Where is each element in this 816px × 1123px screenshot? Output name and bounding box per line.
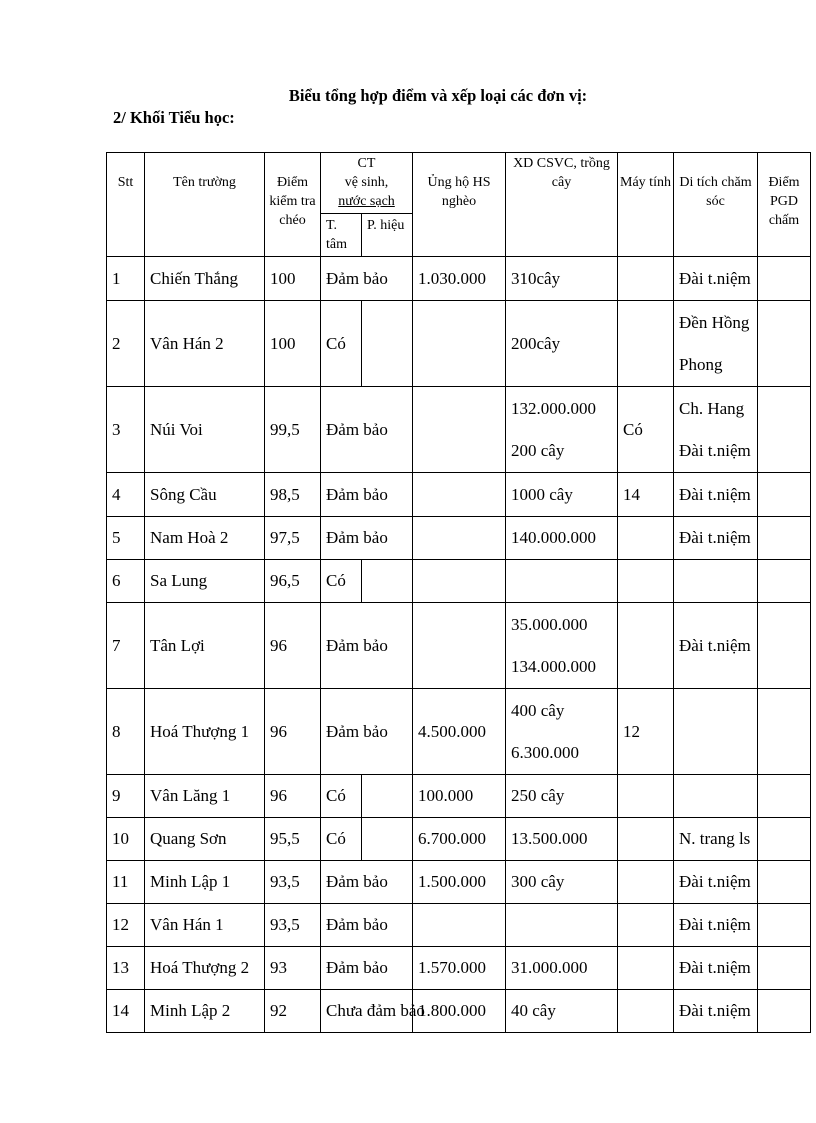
cell-school-name: Minh Lập 1 xyxy=(145,861,265,904)
cell-pgd-score xyxy=(758,257,811,301)
cell-stt: 1 xyxy=(107,257,145,301)
cell-pgd-score xyxy=(758,904,811,947)
cell-facilities-trees xyxy=(506,517,618,560)
cell-school-name: Vân Hán 1 xyxy=(145,904,265,947)
cell-relic-care xyxy=(674,689,758,775)
cell-stt: 2 xyxy=(107,301,145,387)
cell-pgd-score xyxy=(758,387,811,473)
cell-computers: Có xyxy=(618,387,674,473)
cell-relic-care-line: Đài t.niệm xyxy=(679,268,751,288)
cell-relic-care-line: Đền Hồng xyxy=(679,312,750,332)
cell-computers xyxy=(618,904,674,947)
cell-facilities-trees-line: 200 cây xyxy=(511,440,565,460)
cell-sanitation: Đảm bảo xyxy=(321,257,413,301)
cell-relic-care-line: Đài t.niệm xyxy=(679,958,751,977)
cell-poor-student-support: 100.000 xyxy=(413,775,506,818)
cell-school-name: Minh Lập 2 xyxy=(145,990,265,1033)
cell-pgd-score xyxy=(758,517,811,560)
table-row xyxy=(107,689,811,775)
cell-facilities-trees-line: 31.000.000 xyxy=(511,958,588,977)
cell-computers xyxy=(618,818,674,861)
cell-relic-care-line: Đài t.niệm xyxy=(679,484,751,504)
header-principal: P. hiệu xyxy=(362,214,413,257)
cell-facilities-trees-line: 134.000.000 xyxy=(511,656,596,676)
cell-stt: 14 xyxy=(107,990,145,1033)
cell-computers xyxy=(618,301,674,387)
header-sanitation-line3: nước sạch xyxy=(338,194,395,209)
cell-relic-care xyxy=(674,818,758,861)
cell-cross-check-score: 96 xyxy=(265,603,321,689)
cell-sanitation-principal xyxy=(362,560,413,603)
cell-sanitation-center: Có xyxy=(321,560,362,603)
cell-school-name: Chiến Thắng xyxy=(145,257,265,301)
cell-cross-check-score: 99,5 xyxy=(265,387,321,473)
cell-poor-student-support xyxy=(413,517,506,560)
cell-facilities-trees-line: 132.000.000 xyxy=(511,398,596,418)
table-row xyxy=(107,560,811,603)
cell-pgd-score xyxy=(758,818,811,861)
cell-sanitation: Đảm bảo xyxy=(321,473,413,517)
cell-cross-check-score: 93,5 xyxy=(265,904,321,947)
cell-relic-care xyxy=(674,861,758,904)
table-row xyxy=(107,257,811,301)
cell-school-name: Hoá Thượng 2 xyxy=(145,947,265,990)
cell-pgd-score xyxy=(758,301,811,387)
cell-computers xyxy=(618,560,674,603)
cell-relic-care-line: Đài t.niệm xyxy=(679,635,751,655)
cell-facilities-trees-line: 200cây xyxy=(511,333,561,353)
cell-relic-care-line: Đài t.niệm xyxy=(679,872,751,891)
cell-computers xyxy=(618,603,674,689)
cell-school-name: Sa Lung xyxy=(145,560,265,603)
header-center: T. tâm xyxy=(321,214,362,257)
cell-stt: 4 xyxy=(107,473,145,517)
cell-stt: 8 xyxy=(107,689,145,775)
cell-pgd-score xyxy=(758,689,811,775)
cell-relic-care-line: Đài t.niệm xyxy=(679,1001,751,1020)
header-school-name: Tên trường xyxy=(145,153,265,257)
header-poor-student-support: Ủng hộ HS nghèo xyxy=(413,153,506,257)
cell-pgd-score xyxy=(758,560,811,603)
cell-sanitation-principal xyxy=(362,301,413,387)
cell-relic-care-line: N. trang ls xyxy=(679,829,751,848)
cell-cross-check-score: 96 xyxy=(265,775,321,818)
cell-facilities-trees-line: 6.300.000 xyxy=(511,742,579,762)
cell-facilities-trees xyxy=(506,775,618,818)
cell-cross-check-score: 92 xyxy=(265,990,321,1033)
header-facilities-trees: XD CSVC, trồng cây xyxy=(506,153,618,257)
cell-poor-student-support xyxy=(413,560,506,603)
table-row xyxy=(107,387,811,473)
cell-facilities-trees-line: 1000 cây xyxy=(511,484,573,504)
cell-facilities-trees xyxy=(506,473,618,517)
cell-sanitation: Đảm bảo xyxy=(321,689,413,775)
cell-facilities-trees xyxy=(506,257,618,301)
cell-sanitation-center: Có xyxy=(321,301,362,387)
cell-relic-care xyxy=(674,257,758,301)
cell-pgd-score xyxy=(758,947,811,990)
cell-computers xyxy=(618,517,674,560)
cell-sanitation: Chưa đảm bảo xyxy=(321,990,413,1033)
cell-facilities-trees-line: 40 cây xyxy=(511,1001,556,1020)
table-row xyxy=(107,775,811,818)
cell-school-name: Quang Sơn xyxy=(145,818,265,861)
header-sanitation-line2: vệ sinh, xyxy=(344,175,389,190)
cell-facilities-trees-line: 400 cây xyxy=(511,700,565,720)
cell-poor-student-support xyxy=(413,603,506,689)
table-row xyxy=(107,947,811,990)
cell-school-name: Vân Lăng 1 xyxy=(145,775,265,818)
cell-facilities-trees xyxy=(506,603,618,689)
cell-school-name: Núi Voi xyxy=(145,387,265,473)
cell-stt: 13 xyxy=(107,947,145,990)
cell-relic-care xyxy=(674,560,758,603)
cell-sanitation: Đảm bảo xyxy=(321,517,413,560)
cell-facilities-trees xyxy=(506,904,618,947)
cell-pgd-score xyxy=(758,990,811,1033)
cell-school-name: Sông Cầu xyxy=(145,473,265,517)
cell-poor-student-support: 1.800.000 xyxy=(413,990,506,1033)
cell-relic-care xyxy=(674,603,758,689)
cell-facilities-trees xyxy=(506,861,618,904)
header-sanitation-line1: CT xyxy=(357,156,376,171)
cell-relic-care xyxy=(674,387,758,473)
table-row xyxy=(107,473,811,517)
cell-stt: 3 xyxy=(107,387,145,473)
school-score-table xyxy=(106,152,811,1033)
cell-relic-care xyxy=(674,517,758,560)
table-row xyxy=(107,818,811,861)
cell-sanitation-center: Có xyxy=(321,775,362,818)
table-row xyxy=(107,517,811,560)
cell-facilities-trees xyxy=(506,818,618,861)
cell-facilities-trees xyxy=(506,387,618,473)
cell-relic-care xyxy=(674,904,758,947)
section-subtitle: 2/ Khối Tiểu học: xyxy=(113,108,235,127)
cell-facilities-trees xyxy=(506,990,618,1033)
cell-stt: 10 xyxy=(107,818,145,861)
cell-relic-care xyxy=(674,775,758,818)
cell-cross-check-score: 96,5 xyxy=(265,560,321,603)
cell-facilities-trees xyxy=(506,301,618,387)
cell-computers xyxy=(618,947,674,990)
header-relic-care: Di tích chăm sóc xyxy=(674,153,758,257)
cell-pgd-score xyxy=(758,775,811,818)
header-stt: Stt xyxy=(107,153,145,257)
cell-facilities-trees-line: 300 cây xyxy=(511,872,565,891)
cell-relic-care xyxy=(674,301,758,387)
cell-computers xyxy=(618,775,674,818)
cell-facilities-trees-line: 35.000.000 xyxy=(511,614,588,634)
cell-school-name: Hoá Thượng 1 xyxy=(145,689,265,775)
cell-cross-check-score: 98,5 xyxy=(265,473,321,517)
table-row xyxy=(107,603,811,689)
cell-poor-student-support xyxy=(413,301,506,387)
cell-poor-student-support: 6.700.000 xyxy=(413,818,506,861)
cell-relic-care-line: Phong xyxy=(679,354,723,374)
header-pgd-score: Điểm PGD chấm xyxy=(758,153,811,257)
cell-relic-care-line: Đài t.niệm xyxy=(679,915,751,934)
cell-facilities-trees-line: 140.000.000 xyxy=(511,528,596,547)
cell-poor-student-support xyxy=(413,473,506,517)
cell-relic-care-line: Đài t.niệm xyxy=(679,440,751,460)
document-title: Biểu tổng hợp điểm và xếp loại các đơn vị: xyxy=(288,86,588,105)
cell-pgd-score xyxy=(758,861,811,904)
cell-poor-student-support xyxy=(413,904,506,947)
cell-cross-check-score: 100 xyxy=(265,257,321,301)
cell-relic-care xyxy=(674,990,758,1033)
cell-poor-student-support: 4.500.000 xyxy=(413,689,506,775)
cell-facilities-trees-line: 13.500.000 xyxy=(511,829,588,848)
cell-stt: 9 xyxy=(107,775,145,818)
cell-school-name: Tân Lợi xyxy=(145,603,265,689)
cell-school-name: Vân Hán 2 xyxy=(145,301,265,387)
cell-cross-check-score: 93 xyxy=(265,947,321,990)
cell-facilities-trees-line: 310cây xyxy=(511,268,561,288)
cell-computers xyxy=(618,861,674,904)
cell-stt: 7 xyxy=(107,603,145,689)
cell-computers xyxy=(618,257,674,301)
cell-school-name: Nam Hoà 2 xyxy=(145,517,265,560)
cell-poor-student-support: 1.500.000 xyxy=(413,861,506,904)
cell-sanitation: Đảm bảo xyxy=(321,947,413,990)
cell-stt: 11 xyxy=(107,861,145,904)
header-sanitation xyxy=(321,153,413,214)
cell-relic-care-line: Ch. Hang xyxy=(679,398,745,418)
cell-sanitation: Đảm bảo xyxy=(321,603,413,689)
cell-cross-check-score: 97,5 xyxy=(265,517,321,560)
cell-sanitation-center: Có xyxy=(321,818,362,861)
table-row xyxy=(107,861,811,904)
header-computers: Máy tính xyxy=(618,153,674,257)
table-row xyxy=(107,990,811,1033)
cell-sanitation: Đảm bảo xyxy=(321,904,413,947)
cell-poor-student-support xyxy=(413,387,506,473)
cell-computers: 12 xyxy=(618,689,674,775)
cell-sanitation-principal xyxy=(362,818,413,861)
cell-facilities-trees xyxy=(506,947,618,990)
cell-facilities-trees-line: 250 cây xyxy=(511,786,565,805)
cell-sanitation: Đảm bảo xyxy=(321,861,413,904)
cell-computers: 14 xyxy=(618,473,674,517)
cell-facilities-trees xyxy=(506,560,618,603)
table-row xyxy=(107,301,811,387)
cell-poor-student-support: 1.030.000 xyxy=(413,257,506,301)
cell-stt: 6 xyxy=(107,560,145,603)
cell-cross-check-score: 95,5 xyxy=(265,818,321,861)
cell-cross-check-score: 93,5 xyxy=(265,861,321,904)
cell-facilities-trees xyxy=(506,689,618,775)
cell-cross-check-score: 96 xyxy=(265,689,321,775)
table-row xyxy=(107,904,811,947)
cell-stt: 5 xyxy=(107,517,145,560)
cell-stt: 12 xyxy=(107,904,145,947)
cell-relic-care-line: Đài t.niệm xyxy=(679,528,751,547)
cell-sanitation: Đảm bảo xyxy=(321,387,413,473)
cell-pgd-score xyxy=(758,603,811,689)
cell-pgd-score xyxy=(758,473,811,517)
header-cross-check-score: Điểm kiểm tra chéo xyxy=(265,153,321,257)
cell-relic-care xyxy=(674,473,758,517)
cell-sanitation-principal xyxy=(362,775,413,818)
cell-poor-student-support: 1.570.000 xyxy=(413,947,506,990)
cell-cross-check-score: 100 xyxy=(265,301,321,387)
cell-computers xyxy=(618,990,674,1033)
cell-relic-care xyxy=(674,947,758,990)
